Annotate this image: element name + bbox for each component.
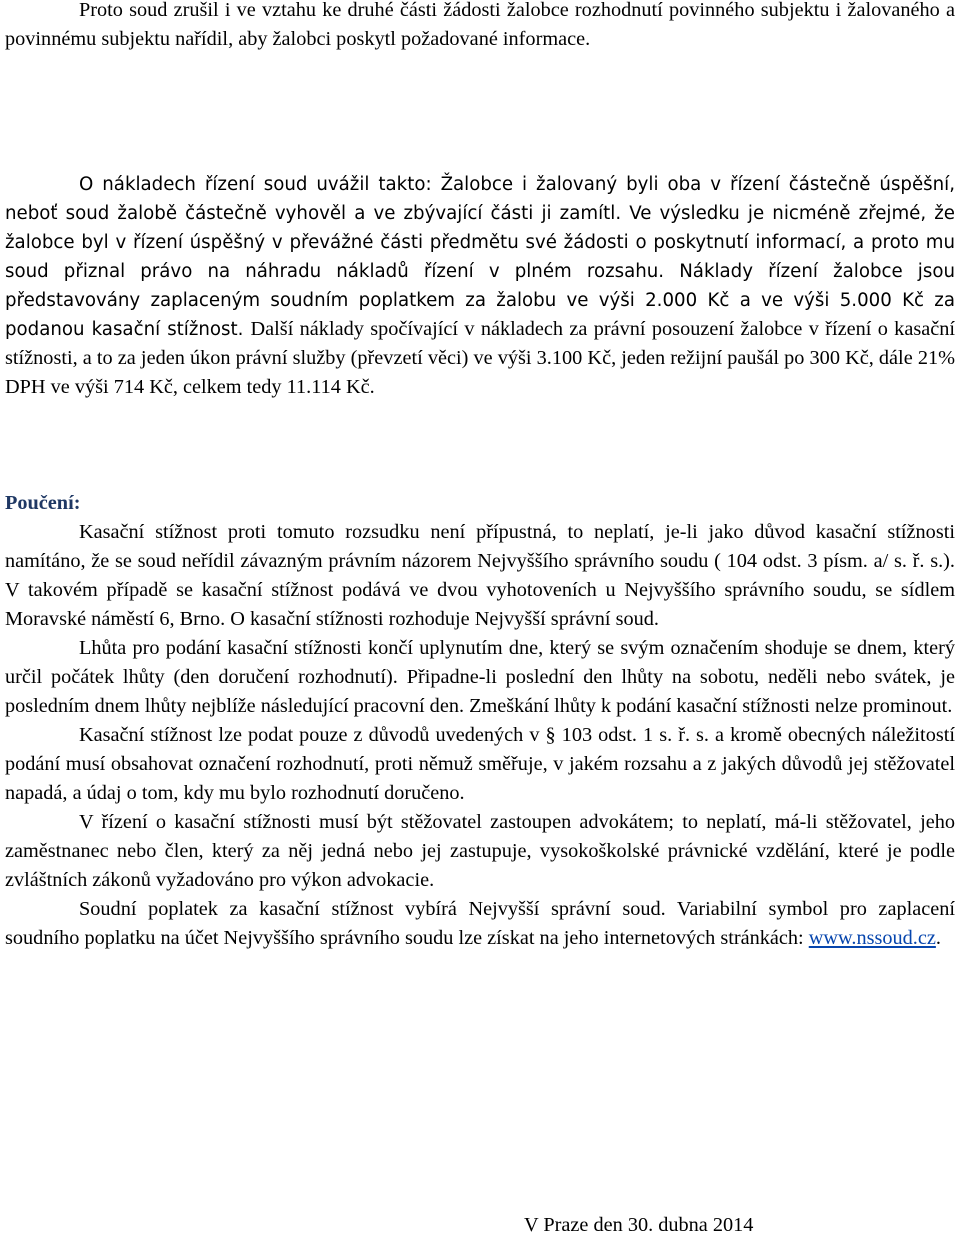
nssoud-link[interactable]: www.nssoud.cz: [808, 927, 936, 949]
instructions-heading: Poučení:: [5, 492, 81, 514]
fee-text-end: .: [935, 927, 941, 949]
instructions-paragraph-grounds: Kasační stížnost lze podat pouze z důvodů uvedených v § 103 odst. 1 s. ř. s. a kromě obecných náležitostí podání musí obsahovat označení rozhodnutí, proti němuž směřuje, v jakém rozsahu a z jakých důvodů jej stěžovatel napadá, a údaj o tom, kdy mu bylo rozhodnutí doručeno.: [5, 724, 955, 804]
paragraph-decision: Proto soud zrušil i ve vztahu ke druhé části žádosti žalobce rozhodnutí povinného subjektu i žalovaného a povinnému subjektu nařídil, aby žalobci poskytl požadované informace.: [5, 0, 955, 50]
instructions-paragraph-representation: V řízení o kasační stížnosti musí být stěžovatel zastoupen advokátem; to neplatí, má-li stěžovatel, jeho zaměstnanec nebo člen, který za něj jedná nebo jej zastupuje, vysokoškolské právnické vzdělání, které je podle zvláštních zákonů vyžadováno pro výkon advokacie.: [5, 811, 955, 891]
costs-text-part2: Další náklady spočívající v nákladech za právní posouzení žalobce v řízení o kasační stížnosti, a to za jeden úkon právní služby (převzetí věci) ve výši 3.100 Kč, jeden režijní paušál po 300 Kč, dále 21% DPH ve výši 714 Kč, celkem tedy 11.114 Kč.: [5, 318, 955, 398]
paragraph-costs: [5, 170, 955, 402]
instructions-paragraph-admissibility: Kasační stížnost proti tomuto rozsudku není přípustná, to neplatí, je-li jako důvod kasační stížnosti namítáno, že se soud neřídil závazným právním názorem Nejvyššího správního soudu ( 104 odst. 3 písm. a/ s. ř. s.). V takovém případě se kasační stížnost podává ve dvou vyhotoveních u Nejvyššího správního soudu, se sídlem Moravské náměstí 6, Brno. O kasační stížnosti rozhoduje Nejvyšší správní soud.: [5, 521, 955, 630]
instructions-paragraph-deadline: Lhůta pro podání kasační stížnosti končí uplynutím dne, který se svým označením shoduje se dnem, který určil počátek lhůty (den doručení rozhodnutí). Připadne-li poslední den lhůty na sobotu, neděli nebo svátek, je posledním dnem lhůty nejblíže následující pracovní den. Zmeškání lhůty k podání kasační stížnosti nelze prominout.: [5, 637, 955, 717]
document-page: [5, 0, 955, 953]
instructions-paragraph-fee: [5, 895, 955, 953]
fee-text: Soudní poplatek za kasační stížnost vybírá Nejvyšší správní soud. Variabilní symbol pro zaplacení soudního poplatku na účet Nejvyššího správního soudu lze získat na jeho internetových stránkách:: [5, 898, 955, 949]
date-signature: V Praze den 30. dubna 2014: [524, 1214, 754, 1236]
costs-text-part1: O nákladech řízení soud uvážil takto: Žalobce i žalovaný byli oba v řízení částečně úspěšní, neboť soud žalobě částečně vyhověl a ve zbývající části ji zamítl. Ve výsledku je nicméně zřejmé, že žalobce byl v řízení úspěšný v převážné části předmětu své žádosti o poskytnutí informací, a proto mu soud přiznal právo na náhradu nákladů řízení v plném rozsahu. Náklady řízení žalobce jsou představovány zaplaceným soudním poplatkem za žalobu ve výši 2.000 Kč a ve výši 5.000 Kč za podanou kasační stížnost.: [5, 174, 955, 340]
